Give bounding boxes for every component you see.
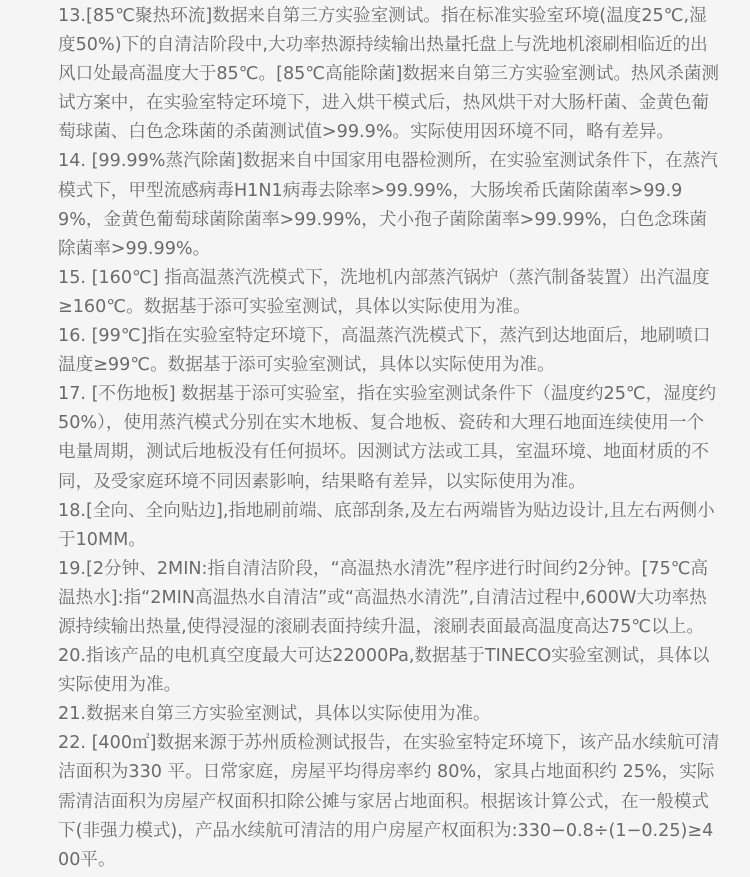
note-19: 19.[2分钟、2MIN:指自清洁阶段，“高温热水清洗”程序进行时间约2分钟。[75℃高温热水]:指“2MIN高温热水自清洁”或“高温热水清洗”,自清洁过程中,600W大功率热源持续输出热量,使得浸湿的滚刷表面持续升温，滚刷表面最高温度高达75℃以上。 xyxy=(58,558,709,637)
note-15: 15. [160℃] 指高温蒸汽洗模式下，洗地机内部蒸汽锅炉（蒸汽制备装置）出汽温度≥160℃。数据基于添可实验室测试，具体以实际使用为准。 xyxy=(58,267,710,317)
note-18: 18.[全向、全向贴边],指地刷前端、底部刮条,及左右两端皆为贴边设计,且左右两侧小于10MM。 xyxy=(58,500,715,550)
note-14: 14. [99.99%蒸汽除菌]数据来自中国家用电器检测所，在实验室测试条件下，在蒸汽模式下，甲型流感病毒H1N1病毒去除率>99.99%，大肠埃希氏菌除菌率>99.99%，金黄色葡萄球菌除菌率>99.99%，犬小孢子菌除菌率>99.99%，白色念珠菌除菌率>99.99%。 xyxy=(58,151,718,259)
note-17: 17. [不伤地板] 数据基于添可实验室，指在实验室测试条件下（温度约25℃，湿度约50%），使用蒸汽模式分别在实木地板、复合地板、瓷砖和大理石地面连续使用一个电量周期，测试后地板没有任何损坏。因测试方法或工具，室温环境、地面材质的不同，及受家庭环境不同因素影响，结果略有差异，以实际使用为准。 xyxy=(58,384,717,492)
note-21: 21.数据来自第三方实验室测试，具体以实际使用为准。 xyxy=(58,704,491,725)
note-22: 22. [400㎡]数据来源于苏州质检测试报告，在实验室特定环境下，该产品水续航可清洁面积为330 平。日常家庭，房屋平均得房率约 80%，家具占地面积约 25%，实际需清洁面积为房屋产权面积扣除公摊与家居占地面积。根据该计算公式，在一般模式下(非强力模式)，产品水续航可清洁的用户房屋产权面积为:330−0.8÷(1−0.25)≥400平。 xyxy=(58,733,720,870)
note-16: 16. [99℃]指在实验室特定环境下，高温蒸汽洗模式下，蒸汽到达地面后，地刷喷口温度≥99℃。数据基于添可实验室测试，具体以实际使用为准。 xyxy=(58,326,711,376)
note-20: 20.指该产品的电机真空度最大可达22000Pa,数据基于TINECO实验室测试，具体以实际使用为准。 xyxy=(58,646,710,696)
note-13: 13.[85℃聚热环流]数据来自第三方实验室测试。指在标准实验室环境(温度25℃,湿度50%)下的自清洁阶段中,大功率热源持续输出热量托盘上与洗地机滚刷相临近的出风口处最高温度大于85℃。[85℃高能除菌]数据来自第三方实验室测试。热风杀菌测试方案中，在实验室特定环境下，进入烘干模式后，热风烘干对大肠杆菌、金黄色葡萄球菌、白色念珠菌的杀菌测试值>99.9%。实际使用因环境不同，略有差异。 xyxy=(58,6,720,143)
